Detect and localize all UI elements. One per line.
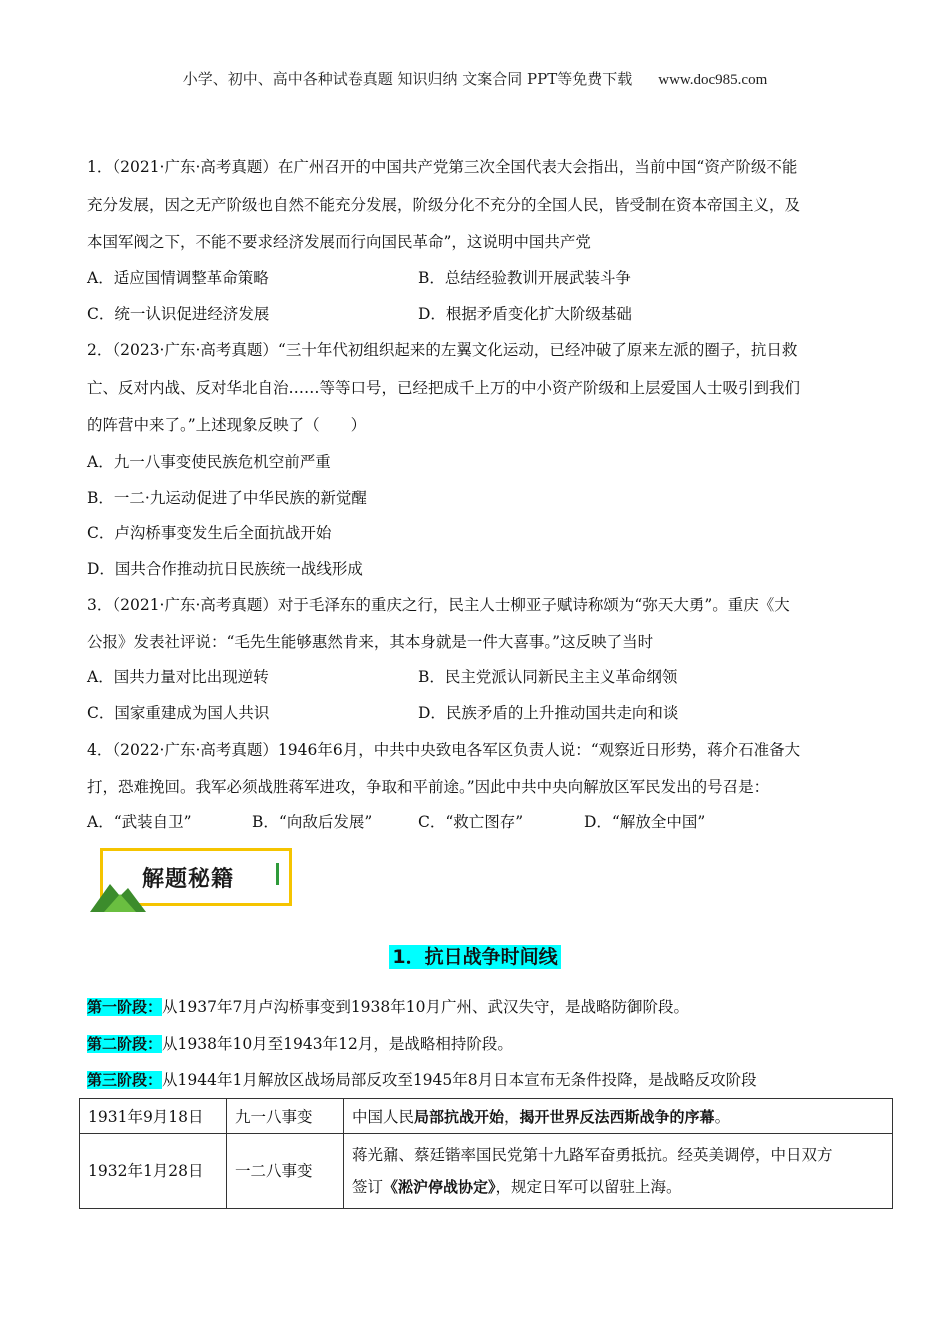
- q3-option-b: B．民主党派认同新民主主义革命纲领: [418, 668, 678, 686]
- page-header: [0, 68, 950, 89]
- q4-line-2: 打，恐难挽回。我军必须战胜蒋军进攻，争取和平前途。”因此中共中央向解放区军民发出的号召是：: [87, 778, 770, 796]
- q3-line-2: 公报》发表社评说：“毛先生能够惠然肯来，其本身就是一件大喜事。”这反映了当时: [87, 633, 654, 651]
- q1-option-a: A．适应国情调整革命策略: [87, 269, 269, 287]
- q1-option-d: D．根据矛盾变化扩大阶级基础: [418, 305, 632, 323]
- timeline-event: 九一八事变: [227, 1099, 344, 1134]
- q2-line-3: 的阵营中来了。”上述现象反映了（ ）: [87, 416, 367, 434]
- header-site: www.doc985.com: [658, 72, 768, 88]
- stage-1: [87, 995, 689, 1017]
- timeline-event: 一二八事变: [227, 1134, 344, 1209]
- q2-line-1: 2．（2023·广东·高考真题）“三十年代初组织起来的左翼文化运动，已经冲破了原来左派的圈子，抗日救: [87, 341, 798, 359]
- q2-option-b: B．一二·九运动促进了中华民族的新觉醒: [87, 489, 367, 507]
- mountain-icon: [90, 874, 150, 914]
- q4-option-b: B．“向敌后发展”: [252, 813, 373, 831]
- section-title-text: 1．抗日战争时间线: [389, 945, 560, 969]
- q4-option-d: D．“解放全中国”: [584, 813, 706, 831]
- stage-1-text: 从1937年7月卢沟桥事变到1938年10月广州、武汉失守，是战略防御阶段。: [162, 998, 689, 1016]
- stage-2-label: 第二阶段：: [87, 1035, 163, 1053]
- stage-3: [87, 1068, 757, 1090]
- q3-option-c: C．国家重建成为国人共识: [87, 704, 270, 722]
- header-text: 小学、初中、高中各种试卷真题 知识归纳 文案合同 PPT等免费下载: [182, 70, 633, 88]
- timeline-table: [79, 1098, 893, 1209]
- stage-3-text: 从1944年1月解放区战场局部反攻至1945年8月日本宣布无条件投降，是战略反攻阶段: [162, 1071, 757, 1089]
- q2-option-a: A．九一八事变使民族危机空前严重: [87, 453, 331, 471]
- timeline-desc: 中国人民局部抗战开始，揭开世界反法西斯战争的序幕。: [344, 1099, 893, 1134]
- table-row: [80, 1134, 893, 1209]
- q3-line-1: 3．（2021·广东·高考真题）对于毛泽东的重庆之行，民主人士柳亚子赋诗称颂为“弥天大勇”。重庆《大: [87, 596, 790, 614]
- q1-option-b: B．总结经验教训开展武装斗争: [418, 269, 631, 287]
- stage-3-label: 第三阶段：: [87, 1071, 163, 1089]
- stage-2: [87, 1032, 513, 1054]
- timeline-desc: 蒋光鼐、蔡廷锴率国民党第十九路军奋勇抵抗。经英美调停，中日双方 签订《淞沪停战协定》，规定日军可以留驻上海。: [344, 1134, 893, 1209]
- q1-line-3: 本国军阀之下，不能不要求经济发展而行向国民革命”，这说明中国共产党: [87, 233, 591, 251]
- banner-label: 解题秘籍: [142, 867, 235, 892]
- q2-option-d: D．国共合作推动抗日民族统一战线形成: [87, 560, 363, 578]
- tips-banner: [90, 848, 296, 912]
- q1-option-c: C．统一认识促进经济发展: [87, 305, 270, 323]
- stage-2-text: 从1938年10月至1943年12月，是战略相持阶段。: [162, 1035, 513, 1053]
- table-row: [80, 1099, 893, 1134]
- banner-accent-bar: [276, 863, 279, 885]
- q1-line-2: 充分发展，因之无产阶级也自然不能充分发展，阶级分化不充分的全国人民，皆受制在资本帝国主义，及: [87, 196, 801, 214]
- q4-option-c: C．“救亡图存”: [418, 813, 524, 831]
- stage-1-label: 第一阶段：: [87, 998, 163, 1016]
- timeline-date: 1932年1月28日: [80, 1134, 227, 1209]
- q4-line-1: 4．（2022·广东·高考真题）1946年6月，中共中央致电各军区负责人说：“观察近日形势，蒋介石准备大: [87, 741, 801, 759]
- q2-option-c: C．卢沟桥事变发生后全面抗战开始: [87, 524, 332, 542]
- q1-line-1: 1．（2021·广东·高考真题）在广州召开的中国共产党第三次全国代表大会指出，当前中国“资产阶级不能: [87, 158, 798, 176]
- timeline-date: 1931年9月18日: [80, 1099, 227, 1134]
- q2-line-2: 亡、反对内战、反对华北自治……等等口号，已经把成千上万的中小资产阶级和上层爱国人士吸引到我们: [87, 379, 801, 397]
- q3-option-d: D．民族矛盾的上升推动国共走向和谈: [418, 704, 679, 722]
- section-title: [0, 942, 950, 969]
- q3-option-a: A．国共力量对比出现逆转: [87, 668, 269, 686]
- q4-option-a: A．“武装自卫”: [87, 813, 192, 831]
